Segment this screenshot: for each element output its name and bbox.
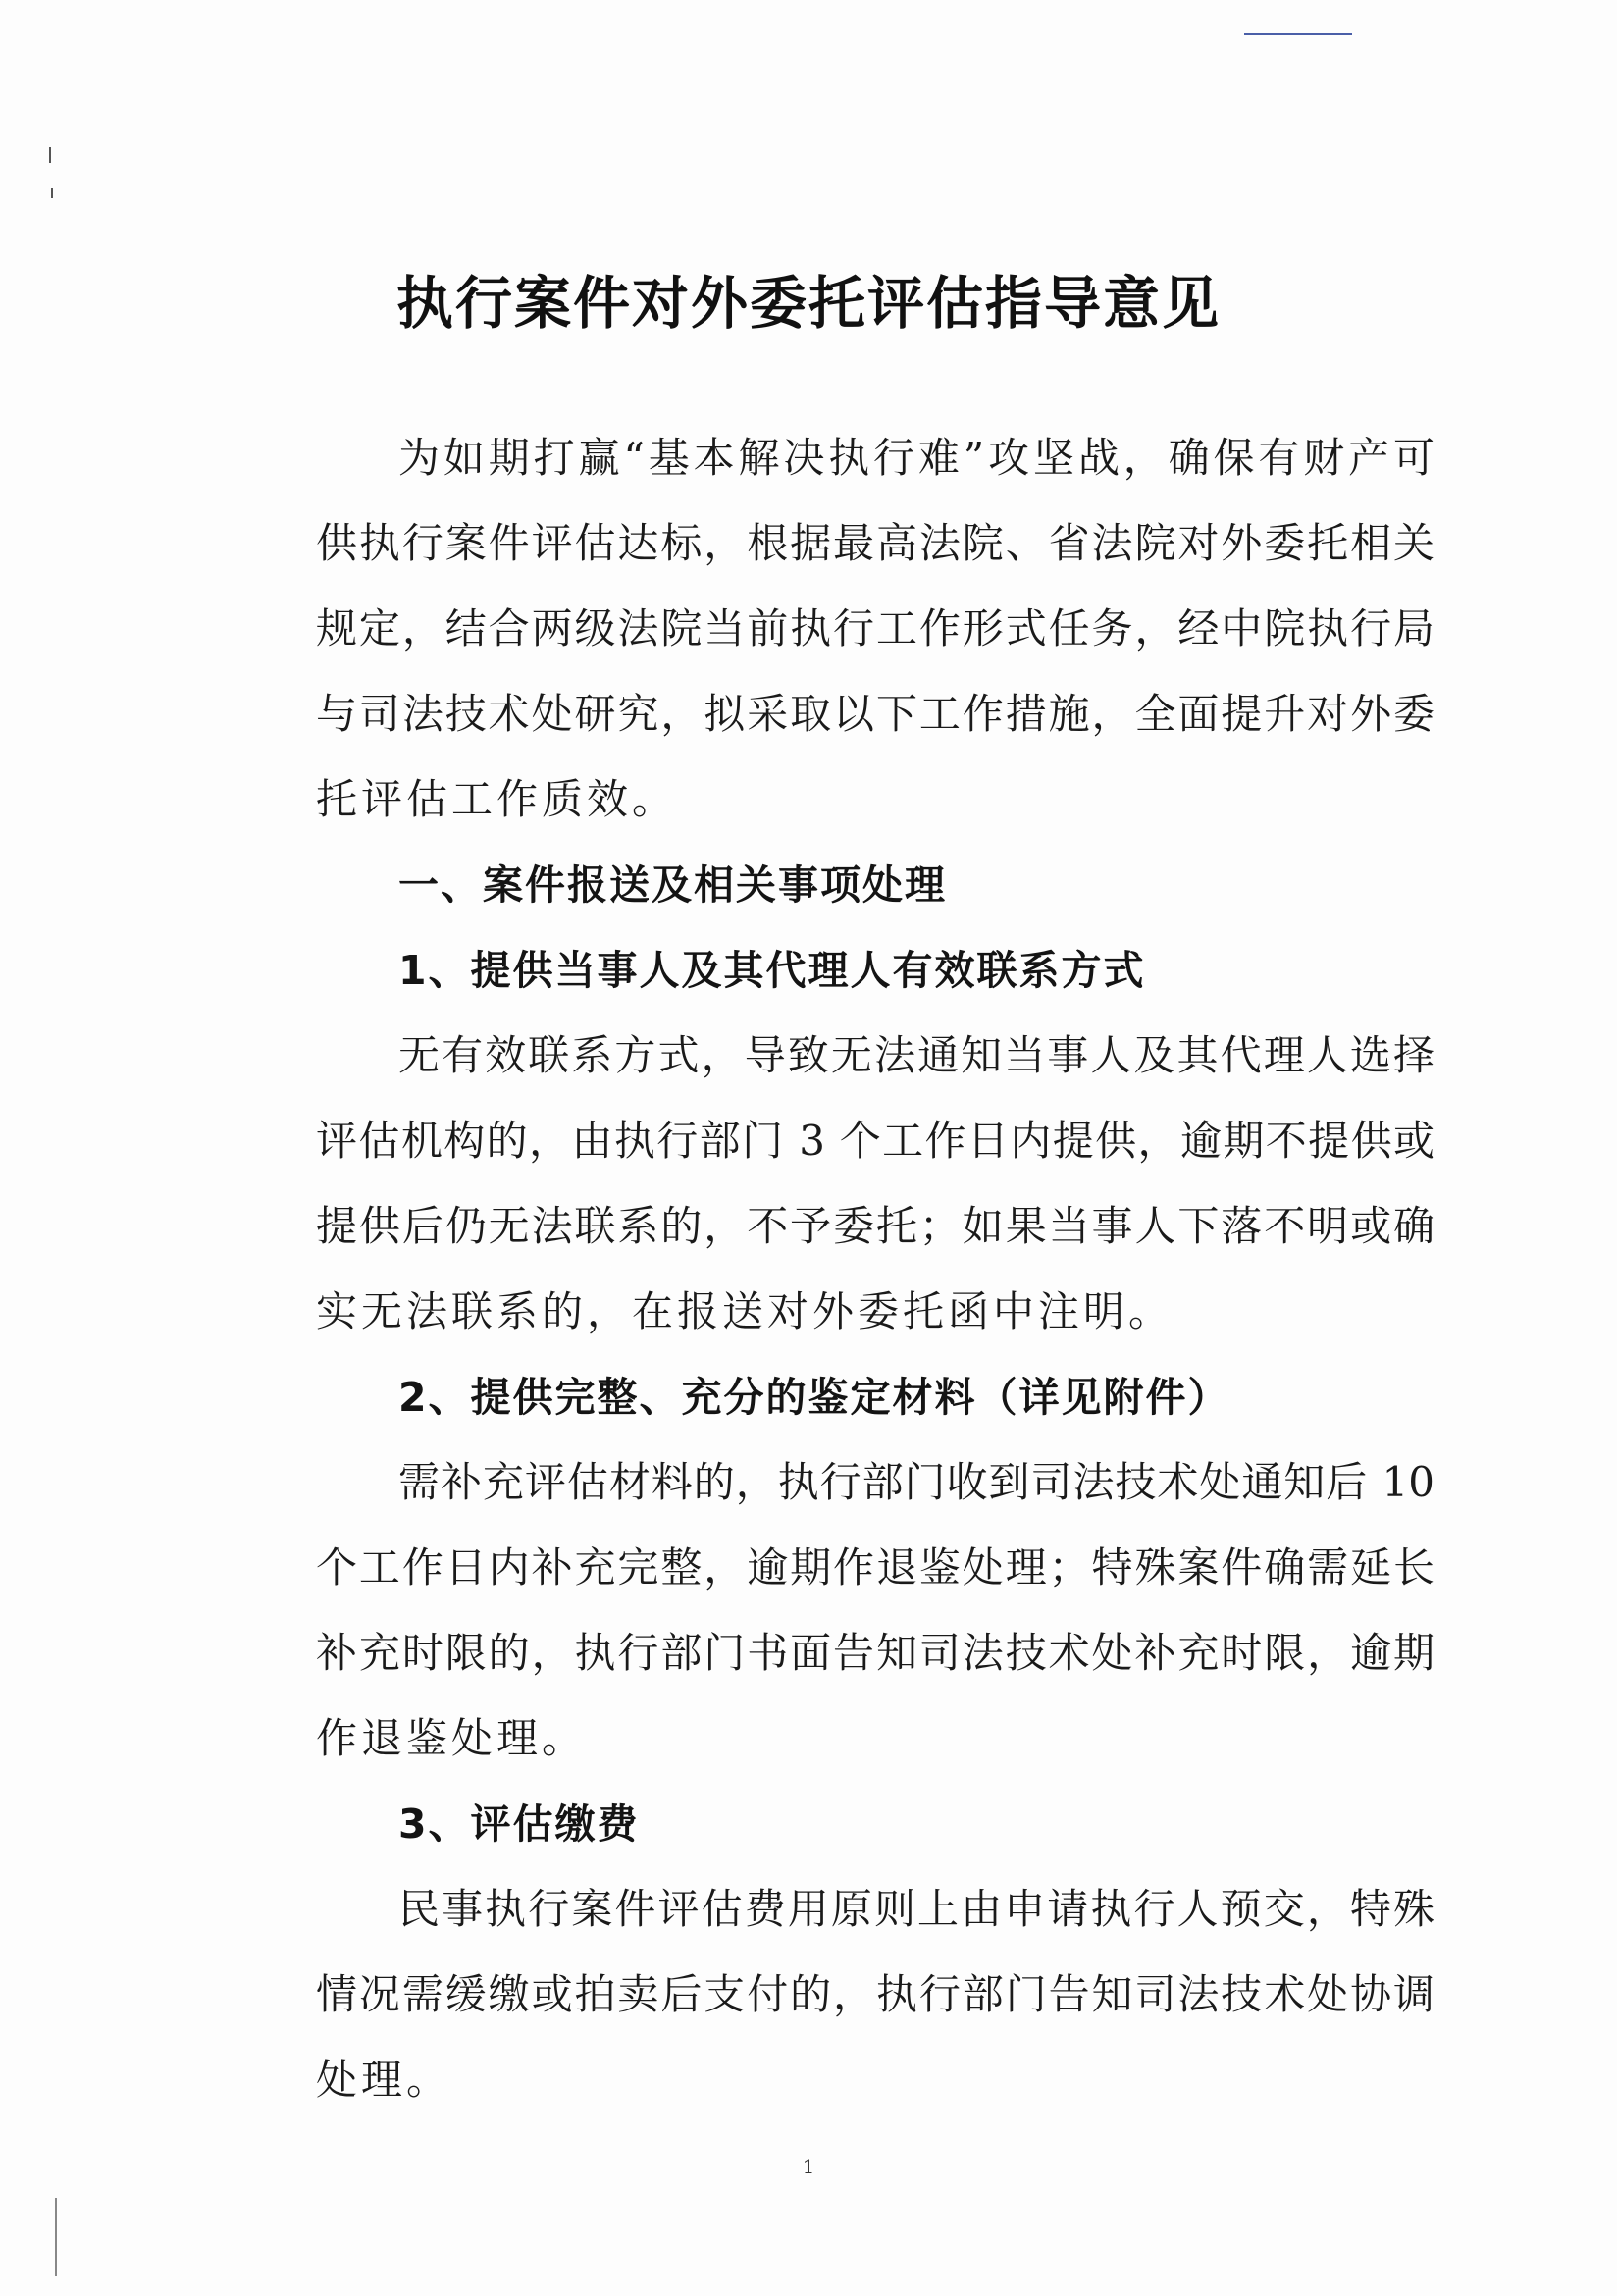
- paragraph-line: 评估机构的，由执行部门 3 个工作日内提供，逾期不提供或: [316, 1117, 1434, 1165]
- paragraph-line: 民事执行案件评估费用原则上由申请执行人预交，特殊: [398, 1885, 1434, 1933]
- paragraph-line: 情况需缓缴或拍卖后支付的，执行部门告知司法技术处协调: [316, 1970, 1434, 2018]
- paragraph-line: 规定，结合两级法院当前执行工作形式任务，经中院执行局: [316, 604, 1434, 652]
- paragraph-line: 补充时限的，执行部门书面告知司法技术处补充时限，逾期: [316, 1629, 1434, 1677]
- scan-artifact: [55, 2198, 57, 2276]
- paragraph-line: 托评估工作质效。: [316, 775, 678, 823]
- paragraph-line: 为如期打赢“基本解决执行难”攻坚战，确保有财产可: [398, 434, 1434, 482]
- scan-artifact: [49, 147, 51, 163]
- paragraph-line: 个工作日内补充完整，逾期作退鉴处理；特殊案件确需延长: [316, 1543, 1434, 1592]
- document-title: 执行案件对外委托评估指导意见: [395, 270, 1221, 337]
- paragraph-line: 需补充评估材料的，执行部门收到司法技术处通知后 10: [398, 1458, 1434, 1506]
- scan-artifact: [51, 188, 53, 198]
- paragraph-line: 与司法技术处研究，拟采取以下工作措施，全面提升对外委: [316, 690, 1434, 738]
- paragraph-line: 供执行案件评估达标，根据最高法院、省法院对外委托相关: [316, 519, 1434, 567]
- paragraph-line: 实无法联系的，在报送对外委托函中注明。: [316, 1287, 1174, 1335]
- paragraph-line: 处理。: [316, 2056, 452, 2104]
- section-heading: 一、案件报送及相关事项处理: [398, 861, 947, 909]
- subsection-heading: 3、评估缴费: [398, 1800, 640, 1848]
- page-number: 1: [802, 2155, 815, 2178]
- paragraph-line: 提供后仍无法联系的，不予委托；如果当事人下落不明或确: [316, 1202, 1434, 1250]
- paragraph-line: 无有效联系方式，导致无法通知当事人及其代理人选择: [398, 1031, 1434, 1079]
- subsection-heading: 2、提供完整、充分的鉴定材料（详见附件）: [398, 1374, 1230, 1421]
- subsection-heading: 1、提供当事人及其代理人有效联系方式: [398, 947, 1146, 994]
- header-rule: [1244, 33, 1352, 35]
- paragraph-line: 作退鉴处理。: [316, 1714, 588, 1762]
